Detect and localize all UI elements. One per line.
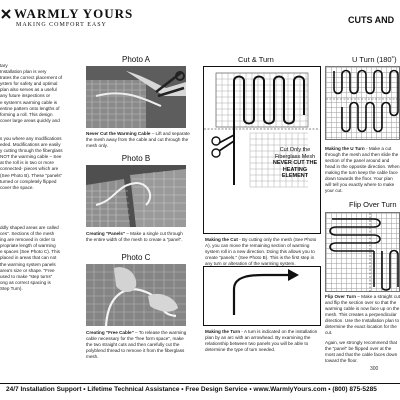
photo-a-image <box>86 66 186 128</box>
photo-a-title: Photo A <box>121 55 151 64</box>
photo-b-title: Photo B <box>121 154 151 163</box>
intro-paragraph: tary Installation plan is very trates the correct placement of ystem for safety and optimal plan also serves as a useful any future inspections or e system's warming cable is entine pattern onto lengths of forming a roll. This design cover large areas quickly and <box>0 63 63 123</box>
turn-arrow-diagram <box>203 266 321 326</box>
brand-name: WARMLY YOURS <box>14 6 134 21</box>
free-spaces-paragraph: ddly shaped areas are called ces". Sections of the mesh ing are removed in order to propriate length of warming e spaces (See Photo C). This placed in areas that can not the warming system panels area's size or shape. "Free used to make "step turns" ong as correct spacing is Step Turn). <box>0 225 60 291</box>
flip-over-title: Flip Over Turn <box>349 200 397 209</box>
footer-contact-line: 24/7 Installation Support • Lifetime Technical Assistance • Free Design Service • www.WarmlyYours.com • (800) 875-5285 <box>6 386 377 393</box>
brand-tagline: MAKING COMFORT EASY <box>16 22 107 28</box>
cut-turn-title: Cut & Turn <box>238 55 274 64</box>
flip-over-diagram <box>325 212 400 292</box>
photo-c-image <box>86 264 186 326</box>
photo-c-title: Photo C <box>121 253 151 262</box>
cut-turn-caption: Making the Cut - By cutting only the mesh (See Photo A), you can move the remaining section of warming system roll in a new direction. Doing this allows you to create "panels." (See Photo B). This is the first step in any turn or alteration of the warming system. <box>205 237 317 266</box>
u-turn-caption: Making the U Turn - Make a cut through the mesh and then slide the section of the panel around and head in the opposite direction. When making the turn keep the cable face down towards the floor. Your plan will tell you exactly where to make your cut. <box>325 146 400 193</box>
photo-c-caption: Creating "Free Cable" – To release the warming cable necessary for the "free form space", make the two straight cuts and then carefully cut the polyblend thread to remove it from the fiberglass mesh. <box>86 330 187 359</box>
section-title: CUTS AND <box>348 15 395 25</box>
flip-over-caption: Flip Over Turn – Make a straight cut and flip the section over so that the warming cable is now face up on the mesh. This creates a perpendicular direction. Use the Installation plan to determine the exact location for the cut. <box>325 294 400 335</box>
turn-arrow-caption: Making the Turn - A turn is indicated on the installation plan by an arc with an arrowhead. By examining the relationship between two panels you will be able to determine the type of turn needed. <box>205 329 318 352</box>
photo-b-caption: Creating "Panels" – Make a single cut through the entire width of the mesh to create a "panel". <box>86 231 183 242</box>
photo-a-caption: Never Cut the Warming Cable – Lift and separate the mesh away from the cable and cut through the mesh only. <box>86 131 190 148</box>
u-turn-title: U Turn (180˚) <box>352 55 397 64</box>
modifications-paragraph: s you where any modifications eded. Modifications are easily y cutting through the fiberglass NOT the warming cable – See at the roll is in two or more connected- pieces which are (See Photo B). These "panels" turned or completely flipped cover the space. <box>0 136 63 190</box>
page-number: 300 <box>370 366 379 372</box>
cut-label: Cut Only the Fiberglass Mesh NEVER CUT THE HEATING ELEMENT <box>272 147 318 179</box>
photo-b-image <box>86 165 186 227</box>
footer-divider <box>0 383 400 384</box>
flip-over-extra: Again, we strongly recommend that the "panel" be flipped over at the most and that the cable faces down toward the floor. <box>325 340 398 363</box>
brand-logo-icon <box>0 8 12 20</box>
u-turn-diagram <box>325 66 400 140</box>
